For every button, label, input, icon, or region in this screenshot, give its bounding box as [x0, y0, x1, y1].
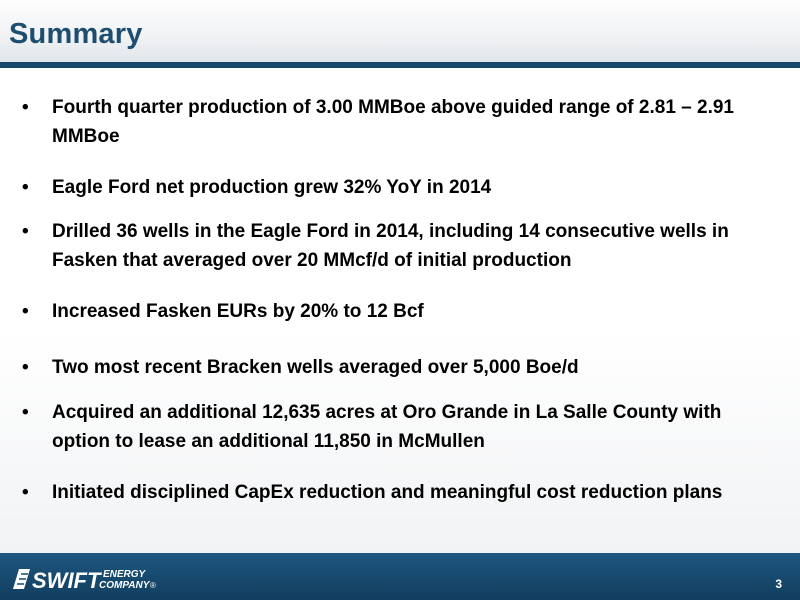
bullet-dot: •: [22, 221, 29, 242]
slide-title: Summary: [9, 18, 143, 50]
slide-footer: [0, 553, 800, 600]
bullet-dot: •: [22, 301, 29, 322]
logo-registered-mark: ®: [150, 581, 156, 590]
bullet-dot: •: [22, 482, 29, 503]
bullet-text: Acquired an additional 12,635 acres at Oro Grande in La Salle County with option to lease an additional 11,850 in McMullen: [52, 402, 722, 452]
bullet-text: Eagle Ford net production grew 32% YoY in 2014: [52, 177, 492, 198]
bullet-dot: •: [22, 402, 29, 423]
bullet-dot: •: [22, 97, 29, 118]
logo-line-energy: ENERGY: [103, 569, 146, 580]
bullet-text: Fourth quarter production of 3.00 MMBoe above guided range of 2.81 – 2.91 MMBoe: [52, 97, 734, 147]
bullet-text: Two most recent Bracken wells averaged over 5,000 Boe/d: [52, 357, 579, 378]
swift-energy-logo: [13, 565, 173, 593]
bullet-text: Drilled 36 wells in the Eagle Ford in 2014, including 14 consecutive wells in Fasken that averaged over 20 MMcf/d of initial production: [52, 221, 729, 271]
bullet-dot: •: [22, 357, 29, 378]
swift-logo-stripes-icon: [13, 569, 30, 589]
slide-header: [0, 0, 800, 62]
bullet-text: Initiated disciplined CapEx reduction and meaningful cost reduction plans: [52, 482, 723, 503]
bullet-dot: •: [22, 177, 29, 198]
page-number: 3: [775, 577, 782, 591]
logo-line-company: COMPANY: [99, 580, 150, 591]
header-divider: [0, 62, 800, 68]
bullet-text: Increased Fasken EURs by 20% to 12 Bcf: [52, 301, 424, 322]
logo-wordmark: SWIFT: [32, 568, 101, 593]
